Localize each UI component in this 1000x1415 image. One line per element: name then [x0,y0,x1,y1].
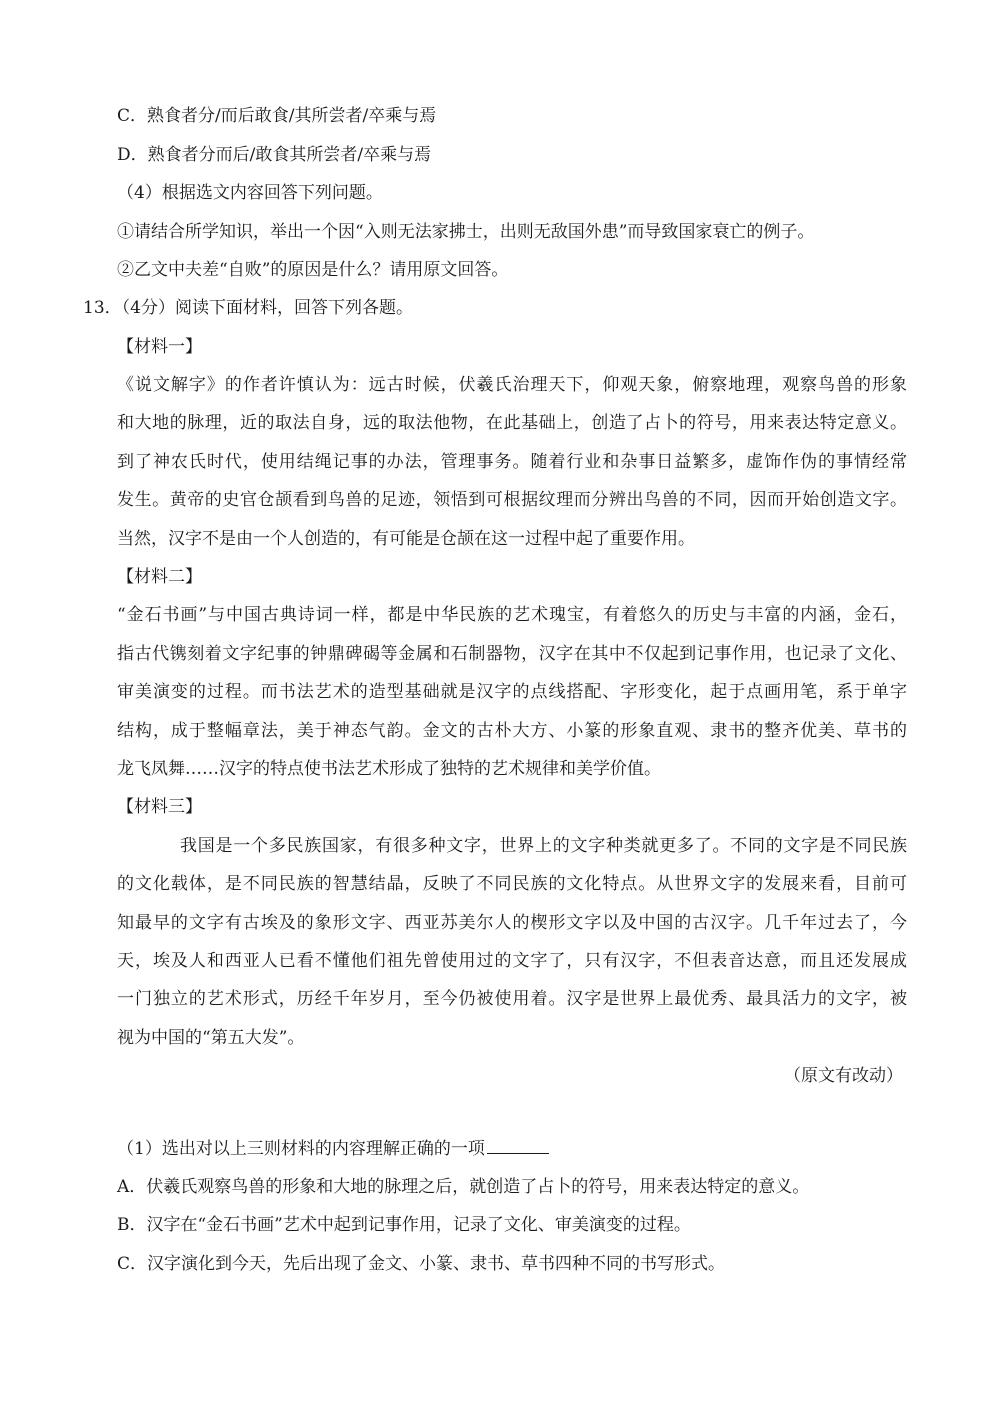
material-1-line: 到了神农氏时代，使用结绳记事的办法，管理事务。随着行业和杂事日益繁多，虚饰作伪的事情经常 [117,452,907,472]
q12-sub4-item-2: ②乙文中夫差“自败”的原因是什么？请用原文回答。 [117,260,509,280]
q12-sub4-prompt: （4）根据选文内容回答下列问题。 [117,183,383,203]
material-3-line: 我国是一个多民族国家，有很多种文字，世界上的文字种类就更多了。不同的文字是不同民族 [180,836,907,856]
q12-sub4-item-1: ①请结合所学知识，举出一个因“入则无法家拂士，出则无敌国外患”而导致国家衰亡的例子。 [117,222,815,242]
material-1-line: 和大地的脉理，近的取法自身，远的取法他物，在此基础上，创造了占卜的符号，用来表达特定意义。 [117,413,907,433]
material-3-line: 视为中国的“第五大发”。 [117,1028,305,1048]
q13-header: 13．（4分）阅读下面材料，回答下列各题。 [83,298,413,318]
material-3-line: 天，埃及人和西亚人已看不懂他们祖先曾使用过的文字了，只有汉字，不但表音达意，而且还发展成 [117,951,907,971]
material-2-line: 结构，成于整幅章法，美于神态气韵。金文的古朴大方、小篆的形象直观、隶书的整齐优美、草书的 [117,721,907,741]
material-3-title: 【材料三】 [117,797,202,817]
material-2-title: 【材料二】 [117,567,202,587]
q13-sub1-option-b[interactable]: B．汉字在“金石书画”艺术中起到记事作用，记录了文化、审美演变的过程。 [117,1215,691,1235]
material-3-line: 的文化载体，是不同民族的智慧结晶，反映了不同民族的文化特点。从世界文字的发展来看，目前可 [117,874,907,894]
q12-option-d[interactable]: D．熟食者分而后/敢食其所尝者/卒乘与焉 [117,145,432,165]
material-1-line: 《说文解字》的作者许慎认为：远古时候，伏羲氏治理天下，仰观天象，俯察地理，观察鸟兽的形象 [117,375,907,395]
material-2-line: “金石书画”与中国古典诗词一样，都是中华民族的艺术瑰宝，有着悠久的历史与丰富的内涵，金石， [117,605,907,625]
material-1-line: 发生。黄帝的史官仓颉看到鸟兽的足迹，领悟到可根据纹理而分辨出鸟兽的不同，因而开始创造文字。 [117,490,907,510]
q12-option-c[interactable]: C．熟食者分/而后敢食/其所尝者/卒乘与焉 [117,106,437,126]
material-3-line: 知最早的文字有古埃及的象形文字、西亚苏美尔人的楔形文字以及中国的古汉字。几千年过去了，今 [117,913,907,933]
q13-sub1-option-c[interactable]: C．汉字演化到今天，先后出现了金文、小篆、隶书、草书四种不同的书写形式。 [117,1254,726,1274]
source-note: （原文有改动） [784,1066,903,1086]
q13-sub1-stem-text: （1）选出对以上三则材料的内容理解正确的一项 [117,1139,485,1159]
material-2-line: 龙飞凤舞……汉字的特点使书法艺术形成了独特的艺术规律和美学价值。 [117,759,661,779]
material-3-line: 一门独立的艺术形式，历经千年岁月，至今仍被使用着。汉字是世界上最优秀、最具活力的文字，被 [117,989,907,1009]
material-1-line: 当然，汉字不是由一个人创造的，有可能是仓颉在这一过程中起了重要作用。 [117,529,695,549]
answer-blank[interactable] [487,1138,549,1154]
q13-sub1-stem [117,1138,549,1160]
material-2-line: 指古代镌刻着文字纪事的钟鼎碑碣等金属和石制器物，汉字在其中不仅起到记事作用，也记录了文化、 [117,644,907,664]
material-1-title: 【材料一】 [117,337,202,357]
q13-sub1-option-a[interactable]: A．伏羲氏观察鸟兽的形象和大地的脉理之后，就创造了占卜的符号，用来表达特定的意义。 [117,1177,810,1197]
material-2-line: 审美演变的过程。而书法艺术的造型基础就是汉字的点线搭配、字形变化，起于点画用笔，系于单字 [117,682,907,702]
